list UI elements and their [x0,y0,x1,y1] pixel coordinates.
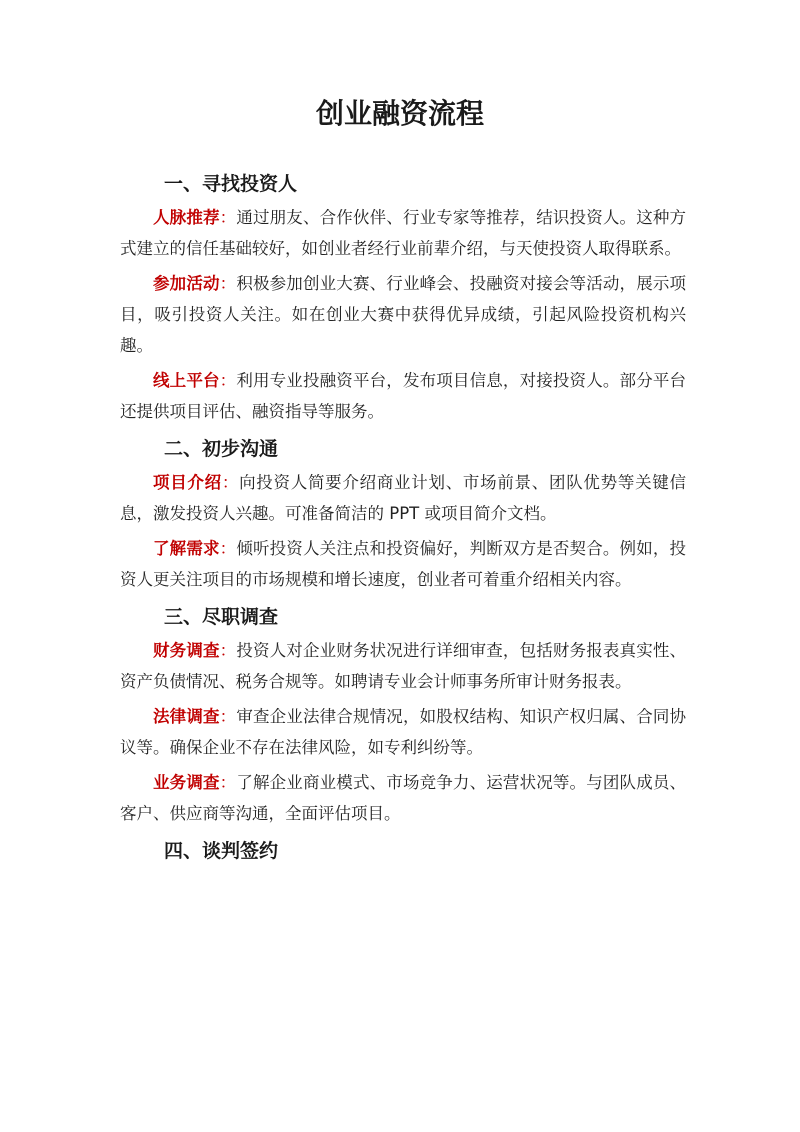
term-label: 业务调查 [153,773,220,792]
term-separator: ： [219,707,237,726]
paragraph-referral [120,202,686,264]
paragraph-text: 了解企业商业模式、市场竞争力、运营状况等。与团队成员、客户、供应商等沟通，全面评估项目。 [120,773,687,823]
term-separator: ： [221,473,240,492]
paragraph-text: 向投资人简要介绍商业计划、市场前景、团队优势等关键信息，激发投资人兴趣。可准备简洁的 PPT 或项目简介文档。 [120,473,687,523]
term-label: 参加活动 [153,274,220,293]
term-separator: ： [219,274,237,293]
term-label: 人脉推荐 [153,208,220,227]
section-heading-due-diligence: 三、尽职调查 [164,606,279,628]
term-label: 项目介绍 [153,473,222,492]
paragraph-text: 投资人对企业财务状况进行详细审查，包括财务报表真实性、资产负债情况、税务合规等。如聘请专业会计师事务所审计财务报表。 [120,641,687,691]
page-title: 创业融资流程 [315,97,484,130]
paragraph-text: 积极参加创业大赛、行业峰会、投融资对接会等活动，展示项目，吸引投资人关注。如在创业大赛中获得优异成绩，引起风险投资机构兴趣。 [120,274,687,355]
paragraph-financial-review [120,635,686,697]
section-heading-initial-contact: 二、初步沟通 [164,438,279,460]
term-label: 法律调查 [153,707,220,726]
term-separator: ： [219,539,237,558]
paragraph-online-platform [120,365,686,427]
term-label: 财务调查 [153,641,220,660]
paragraph-business-review [120,767,686,829]
paragraph-text: 利用专业投融资平台，发布项目信息，对接投资人。部分平台还提供项目评估、融资指导等服务。 [120,371,687,421]
paragraph-text: 倾听投资人关注点和投资偏好，判断双方是否契合。例如，投资人更关注项目的市场规模和增长速度，创业者可着重介绍相关内容。 [120,539,687,589]
section-heading-find-investors: 一、寻找投资人 [164,173,298,195]
term-separator: ： [219,208,237,227]
term-label: 线上平台 [153,371,220,390]
paragraph-events [120,268,686,361]
paragraph-understand-needs [120,533,686,595]
paragraph-text: 通过朋友、合作伙伴、行业专家等推荐，结识投资人。这种方式建立的信任基础较好，如创业者经行业前辈介绍，与天使投资人取得联系。 [120,208,687,258]
term-separator: ： [219,641,237,660]
term-label: 了解需求 [153,539,220,558]
paragraph-project-intro [120,467,686,529]
paragraph-text: 审查企业法律合规情况，如股权结构、知识产权归属、合同协议等。确保企业不存在法律风险，如专利纠纷等。 [120,707,687,757]
document-body [120,166,686,869]
paragraph-legal-review [120,701,686,763]
term-separator: ： [219,371,237,390]
section-heading-negotiation: 四、谈判签约 [164,840,279,862]
term-separator: ： [219,773,237,792]
